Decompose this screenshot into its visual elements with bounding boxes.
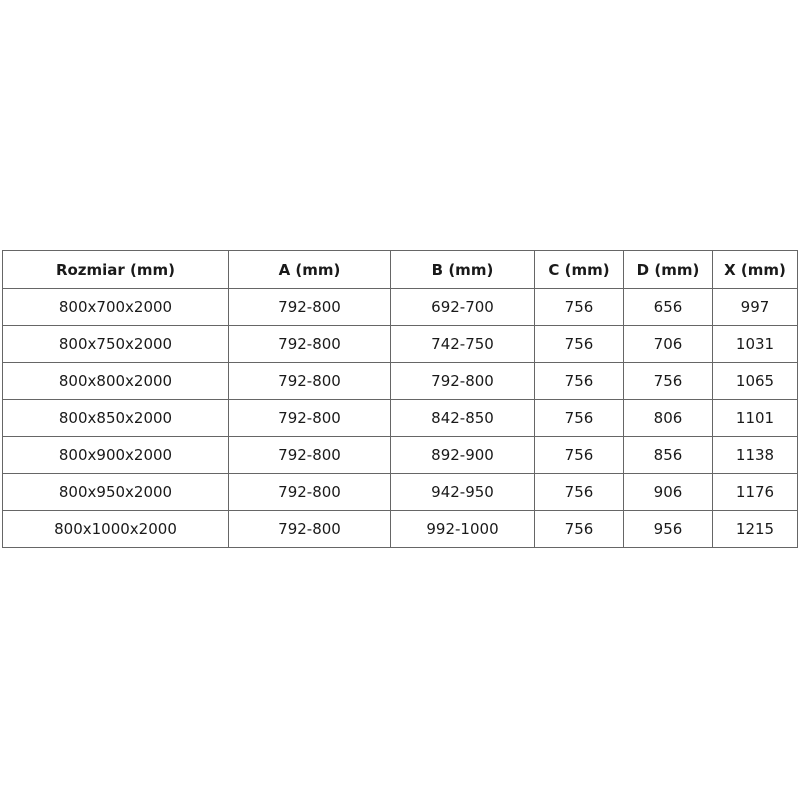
table-cell-c: 756: [535, 511, 624, 548]
table-row: [3, 363, 798, 400]
table-cell-b: 692-700: [391, 289, 535, 326]
table-cell-d: 756: [624, 363, 713, 400]
table-header-row: [3, 251, 798, 289]
header-cell-c: C (mm): [535, 251, 624, 289]
table-cell-c: 756: [535, 289, 624, 326]
table-cell-b: 892-900: [391, 437, 535, 474]
table-cell-a: 792-800: [229, 511, 391, 548]
table-cell-c: 756: [535, 474, 624, 511]
header-cell-a: A (mm): [229, 251, 391, 289]
table-cell-d: 656: [624, 289, 713, 326]
table-cell-d: 706: [624, 326, 713, 363]
table-cell-rozmiar: 800x800x2000: [3, 363, 229, 400]
table-cell-b: 942-950: [391, 474, 535, 511]
table-cell-rozmiar: 800x700x2000: [3, 289, 229, 326]
table-row: [3, 474, 798, 511]
header-cell-rozmiar: Rozmiar (mm): [3, 251, 229, 289]
table-cell-c: 756: [535, 326, 624, 363]
table-cell-x: 1065: [713, 363, 798, 400]
table-cell-a: 792-800: [229, 363, 391, 400]
table-cell-b: 742-750: [391, 326, 535, 363]
table-cell-x: 997: [713, 289, 798, 326]
table-row: [3, 400, 798, 437]
table-row: [3, 326, 798, 363]
table-cell-d: 956: [624, 511, 713, 548]
table-cell-x: 1215: [713, 511, 798, 548]
size-spec-table: [2, 250, 798, 548]
table-cell-c: 756: [535, 437, 624, 474]
header-cell-d: D (mm): [624, 251, 713, 289]
header-cell-x: X (mm): [713, 251, 798, 289]
table-row: [3, 437, 798, 474]
table-cell-x: 1101: [713, 400, 798, 437]
table-cell-a: 792-800: [229, 326, 391, 363]
table-row: [3, 511, 798, 548]
table-cell-x: 1138: [713, 437, 798, 474]
table-row: [3, 289, 798, 326]
table-cell-b: 792-800: [391, 363, 535, 400]
table-cell-c: 756: [535, 400, 624, 437]
table-cell-x: 1176: [713, 474, 798, 511]
table-cell-x: 1031: [713, 326, 798, 363]
table-cell-b: 992-1000: [391, 511, 535, 548]
table-cell-a: 792-800: [229, 400, 391, 437]
table-cell-rozmiar: 800x750x2000: [3, 326, 229, 363]
table-cell-a: 792-800: [229, 437, 391, 474]
table-cell-a: 792-800: [229, 474, 391, 511]
header-cell-b: B (mm): [391, 251, 535, 289]
table-cell-rozmiar: 800x950x2000: [3, 474, 229, 511]
table-cell-b: 842-850: [391, 400, 535, 437]
table-cell-rozmiar: 800x850x2000: [3, 400, 229, 437]
table-cell-d: 806: [624, 400, 713, 437]
table-cell-d: 856: [624, 437, 713, 474]
table-cell-rozmiar: 800x1000x2000: [3, 511, 229, 548]
table-cell-rozmiar: 800x900x2000: [3, 437, 229, 474]
table-cell-c: 756: [535, 363, 624, 400]
table-cell-a: 792-800: [229, 289, 391, 326]
table-cell-d: 906: [624, 474, 713, 511]
